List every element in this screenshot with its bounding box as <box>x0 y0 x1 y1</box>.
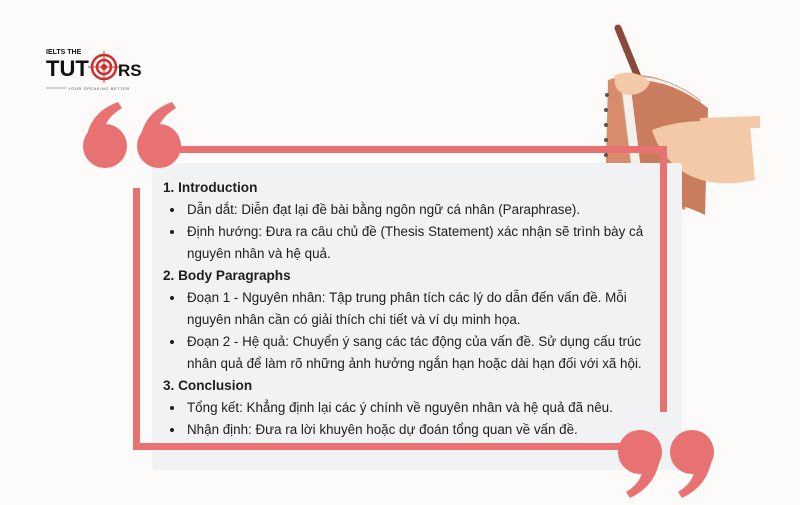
section-heading: 1. Introduction <box>163 180 258 195</box>
frame-bottom-line <box>133 443 623 450</box>
svg-text:RS: RS <box>118 61 142 80</box>
brand-logo <box>44 44 144 94</box>
section-conclusion <box>163 375 663 441</box>
list-item: • Đoạn 2 - Hệ quả: Chuyển ý sang các tác động của vấn đề. Sử dụng cấu trúc nhân quả để làm rõ những ảnh hưởng ngắn hạn hoặc dài hạn đối với xã hội. <box>185 331 663 375</box>
svg-text:IELTS THE: IELTS THE <box>46 49 82 56</box>
section-body-paragraphs <box>163 265 663 375</box>
list-item: • Dẫn dắt: Diễn đạt lại đề bài bằng ngôn ngữ cá nhân (Paraphrase). <box>185 199 663 221</box>
svg-text:TUT: TUT <box>46 56 89 81</box>
open-quote-icon <box>78 100 198 180</box>
list-item: • Nhận định: Đưa ra lời khuyên hoặc dự đoán tổng quan về vấn đề. <box>185 419 663 441</box>
svg-text:YOUR SPEAKING BETTER: YOUR SPEAKING BETTER <box>68 86 131 91</box>
list-item: • Tổng kết: Khẳng định lại các ý chính về nguyên nhân và hệ quả đã nêu. <box>185 397 663 419</box>
list-item: • Định hướng: Đưa ra câu chủ đề (Thesis Statement) xác nhận sẽ trình bày cả nguyên nhân và hệ quả. <box>185 221 663 265</box>
section-introduction <box>163 177 663 265</box>
list-item: • Đoạn 1 - Nguyên nhân: Tập trung phân tích các lý do dẫn đến vấn đề. Mỗi nguyên nhân cần có giải thích chi tiết và ví dụ minh họa. <box>185 287 663 331</box>
essay-outline <box>163 177 663 441</box>
section-heading: 2. Body Paragraphs <box>163 268 291 283</box>
frame-left-line <box>133 188 140 450</box>
frame-top-line <box>180 146 667 153</box>
section-heading: 3. Conclusion <box>163 378 253 393</box>
